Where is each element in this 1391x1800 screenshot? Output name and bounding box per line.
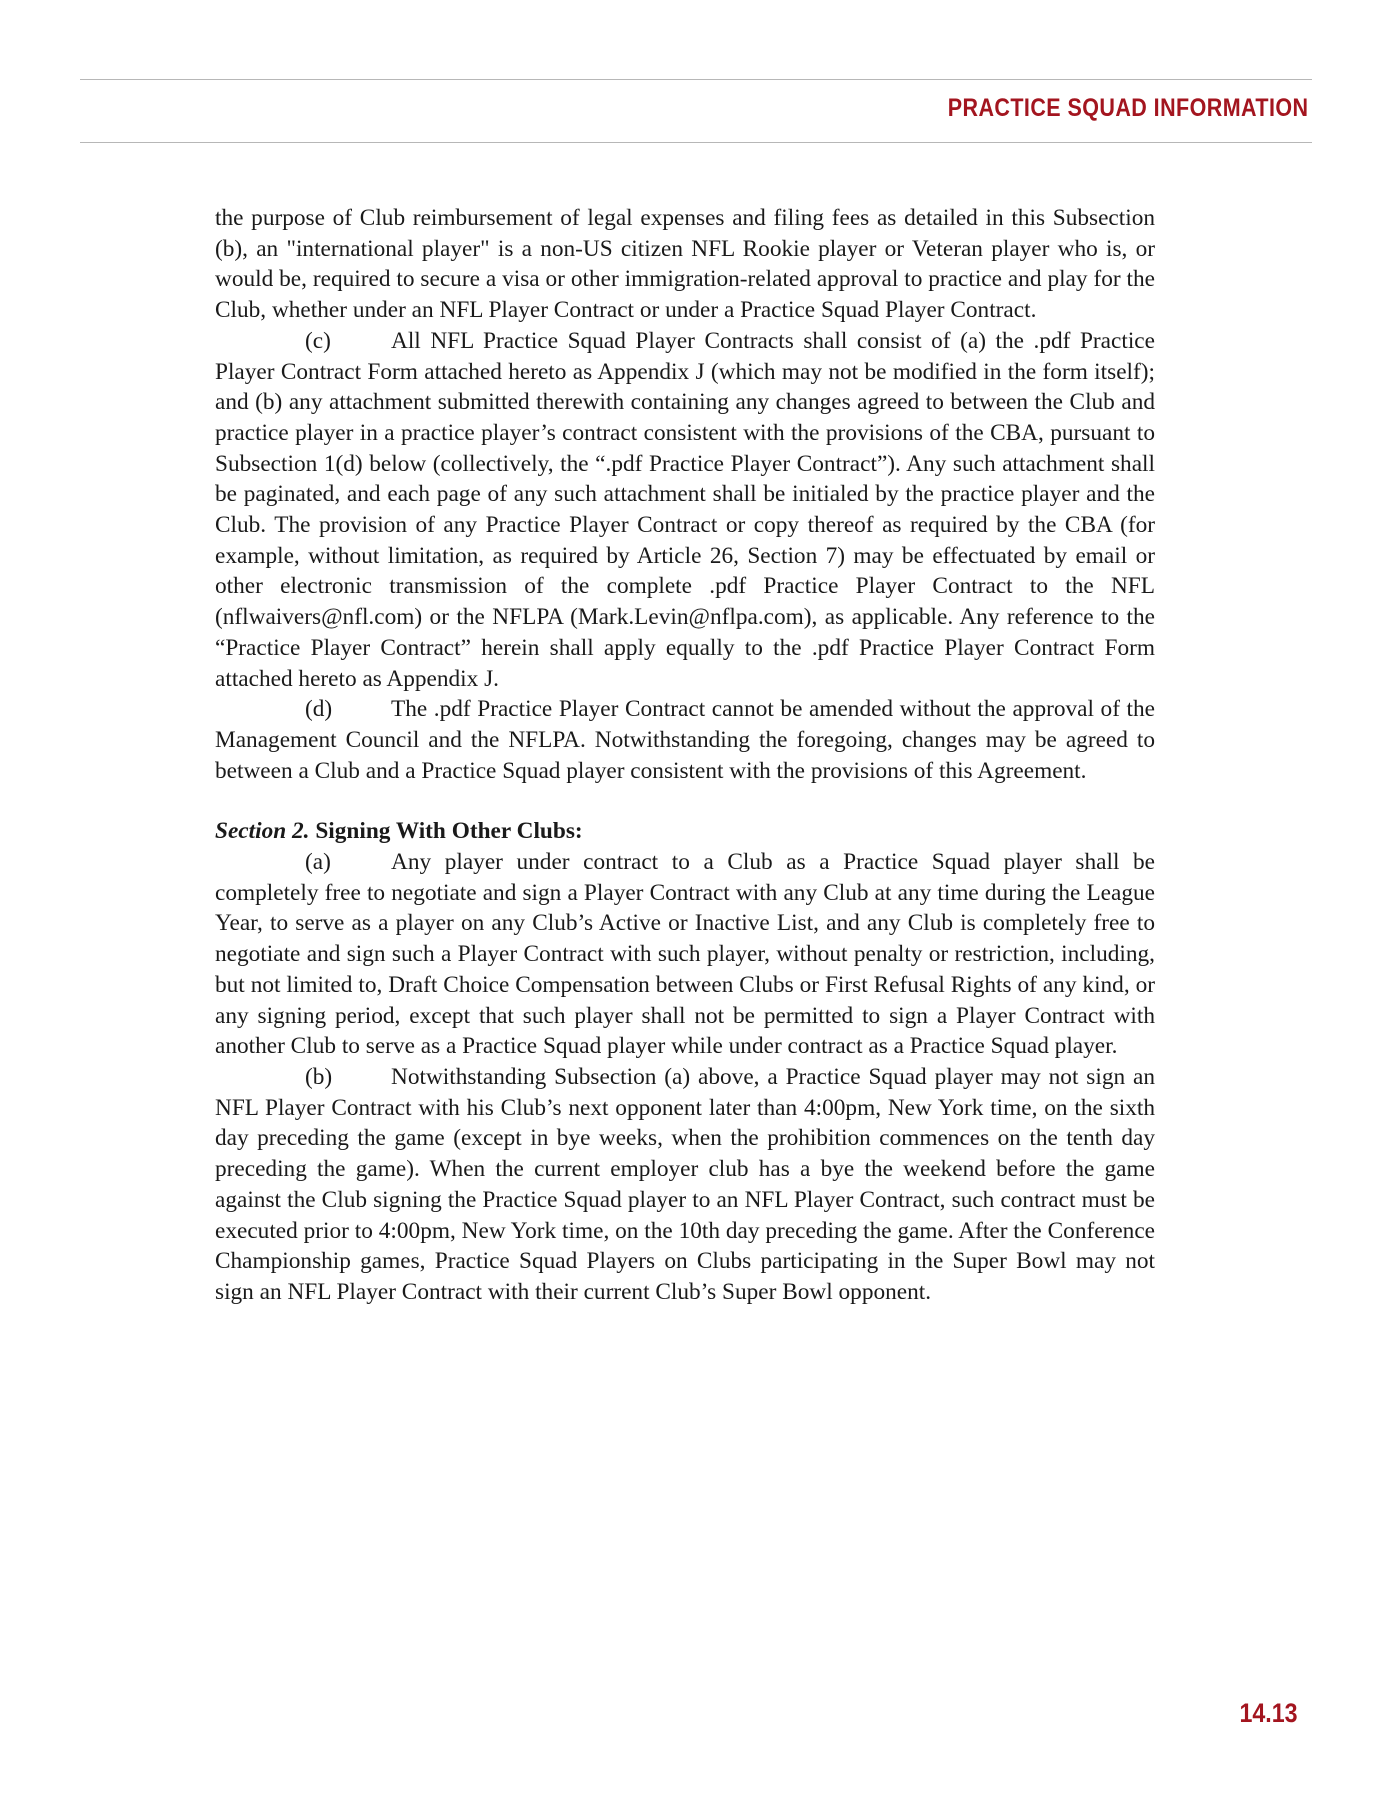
section-2-paragraph-b-text: Notwithstanding Subsection (a) above, a Practice Squad player may not sign an NFL Player Contract with his Club’s next opponent later than 4:00pm, New York time, on the sixth day preceding the game (except in bye weeks, when the prohibition commences on the tenth day preceding the game). When the current employer club has a bye the weekend before the game against the Club signing the Practice Squad player to an NFL Player Contract, such contract must be executed prior to 4:00pm, New York time, on the 10th day preceding the game. After the Conference Championship games, Practice Squad Players on Clubs participating in the Super Bowl may not sign an NFL Player Contract with their current Club’s Super Bowl opponent. xyxy=(215,1063,1155,1305)
header-bottom-rule xyxy=(80,142,1312,143)
section-2-paragraph-a-text: Any player under contract to a Club as a Practice Squad player shall be completely free to negotiate and sign a Player Contract with any Club at any time during the League Year, to serve as a player on any Club’s Active or Inactive List, and any Club is completely free to negotiate and sign such a Player Contract with such player, without penalty or restriction, including, but not limited to, Draft Choice Compensation between Clubs or First Refusal Rights of any kind, or any signing period, except that such player shall not be permitted to sign a Player Contract with another Club to serve as a Practice Squad player while under contract as a Practice Squad player. xyxy=(215,849,1155,1060)
subsection-label-a: (a) xyxy=(305,849,331,876)
page-number: 14.13 xyxy=(1239,1698,1298,1728)
paragraph-c xyxy=(215,326,1155,694)
section-title: Signing With Other Clubs: xyxy=(315,818,583,845)
subsection-label-c: (c) xyxy=(305,327,331,354)
page-header-title: PRACTICE SQUAD INFORMATION xyxy=(947,94,1308,122)
section-2-heading xyxy=(215,816,1155,847)
paragraph-c-text: All NFL Practice Squad Player Contracts shall consist of (a) the .pdf Practice Player Contract Form attached hereto as Appendix J (which may not be modified in the form itself); and (b) any attachment submitted therewith containing any changes agreed to between the Club and practice player in a practice player’s contract consistent with the provisions of the CBA, pursuant to Subsection 1(d) below (collectively, the “.pdf Practice Player Contract”). Any such attachment shall be paginated, and each page of any such attachment shall be initialed by the practice player and the Club. The provision of any Practice Player Contract or copy thereof as required by the CBA (for example, without limitation, as required by Article 26, Section 7) may be effectuated by email or other electronic transmission of the complete .pdf Practice Player Contract to the NFL (nflwaivers@nfl.com) or the NFLPA (Mark.Levin@nflpa.com), as applicable. Any reference to the “Practice Player Contract” herein shall apply equally to the .pdf Practice Player Contract Form attached hereto as Appendix J. xyxy=(215,327,1155,692)
section-spacer xyxy=(215,786,1155,816)
paragraph-d-text: The .pdf Practice Player Contract cannot be amended without the approval of the Management Council and the NFLPA. Notwithstanding the foregoing, changes may be agreed to between a Club and a Practice Squad player consistent with the provisions of this Agreement. xyxy=(215,696,1155,784)
section-2-paragraph-b xyxy=(215,1062,1155,1308)
document-body xyxy=(215,203,1155,1308)
subsection-label-d: (d) xyxy=(305,696,333,723)
subsection-label-b: (b) xyxy=(305,1063,333,1090)
section-2-paragraph-a xyxy=(215,847,1155,1062)
section-number: Section 2. xyxy=(215,818,310,845)
paragraph-d xyxy=(215,694,1155,786)
header-top-rule xyxy=(80,79,1312,80)
paragraph-intro: the purpose of Club reimbursement of legal expenses and filing fees as detailed in this Subsection (b), an "international player" is a non-US citizen NFL Rookie player or Veteran player who is, or would be, required to secure a visa or other immigration-related approval to practice and play for the Club, whether under an NFL Player Contract or under a Practice Squad Player Contract. xyxy=(215,205,1155,324)
